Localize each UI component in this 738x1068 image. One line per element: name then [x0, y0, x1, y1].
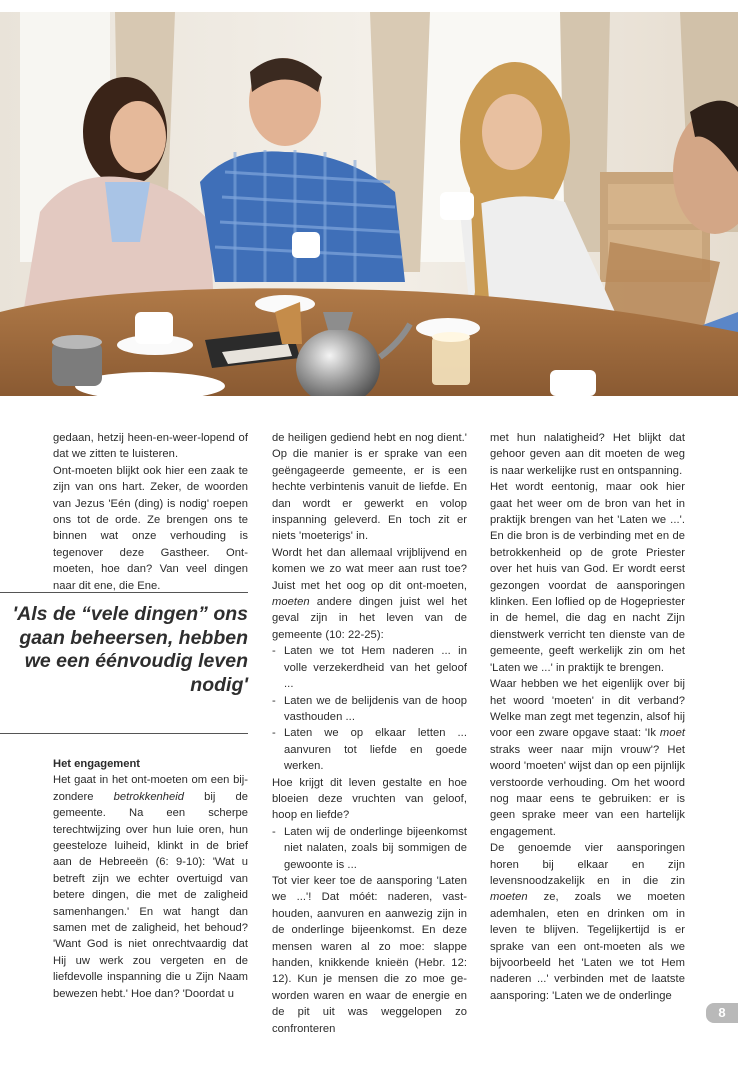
pull-quote-text: 'Als de “vele dingen” ons gaan beheersen, hebben we een éénvoudig leven nodig' — [12, 603, 248, 696]
column-1-lower — [53, 756, 248, 1002]
paragraph: Het gaat in het ont-moeten om een bij-zondere betrokkenheid bij de gemeente. Na een scherpe terechtwijzing over hun luie oren, hun geesteloze luiheid, klinkt in de brief aan de Hebreeën (6: 9-10): 'Wat u betreft zijn we echter overtuigd van betere dingen, die met de zaligheid samenhangen.' En wat hangt dan samen met de zaligheid, het behoud? 'Want God is niet onrechtvaardig dat Hij uw werk zou vergeten en de liefdevolle inspanning die u Zijn Naam bewezen hebt.' Hoe dan? 'Doordat u — [53, 774, 248, 1000]
list-item: - Laten wij de onderlinge bijeenkomst niet nalaten, zoals bij sommigen de gewoonte is ... — [272, 824, 467, 873]
page-number-badge: 8 — [706, 1003, 738, 1023]
column-1 — [53, 430, 248, 594]
paragraph: De genoemde vier aansporingen horen bij elkaar en zijn levensnoodzakelijk en in die zin moeten ze, zoals we moeten ademhalen, eten en drinken om in leven te blijven. Tegelijkertijd is er sprake van een ont-moeten als we bijvoorbeeld het 'Laten we tot Hem naderen ...' verbinden met de laatste aansporing: 'Laten we de onderlinge — [490, 842, 685, 1002]
paragraph: Wordt het dan allemaal vrijblijvend en komen we zo wat meer aan rust toe? Juist met het oog op dit ont-moeten, moeten andere dingen juist wel het geval zijn in het leven van de gemeente (10: 22-25): — [272, 546, 467, 641]
exhortation-list — [272, 824, 467, 873]
paragraph: gedaan, hetzij heen-en-weer-lopend of dat we zitten te luisteren. — [53, 432, 248, 461]
paragraph: Hoe krijgt dit leven gestalte en hoe bloeien deze vruchten van geloof, hoop en liefde? — [272, 776, 467, 822]
header-photo — [0, 12, 738, 396]
paragraph: de heiligen gediend hebt en nog dient.' Op die manier is er sprake van een geëngageerde gemeente, er is een hechte verbintenis vanuit de liefde. En dan wordt er gewerkt en volop inspanning geleverd. En toch zit er niets 'moeterigs' in. — [272, 432, 467, 543]
paragraph: met hun nalatigheid? Het blijkt dat gehoor geven aan dit moeten de weg is naar werkelijke rust en ontspanning. — [490, 432, 685, 477]
pull-quote — [0, 592, 248, 734]
list-item: - Laten we de belijdenis van de hoop vasthouden ... — [272, 693, 467, 726]
paragraph: Het wordt eentonig, maar ook hier gaat het weer om de bron van het in praktijk brengen van het 'Laten we ...'. En die bron is de verbinding met en de betrokkenheid op de grote Priester over het huis van God. Er wordt eerst gezongen voordat de aansporingen klinken. Een loflied op de Hogepriester in de hemel, die dag en nacht Zijn dienstwerk verricht ten dienste van de gemeente, geeft werkelijk zin om het 'Laten we ...' in praktijk te brengen. — [490, 481, 685, 674]
list-item: - Laten we tot Hem naderen ... in volle verzekerdheid van het geloof ... — [272, 643, 467, 692]
paragraph: Waar hebben we het eigenlijk over bij het woord 'moeten' in dit verband? Welke man zegt met tegenzin, alsof hij voor een zware opgave staat: 'Ik moet straks weer naar mijn vrouw'? Het woord 'moeten' wijst dan op een pijnlijk verstoorde verhouding. Om het woord nog maar eens te gebruiken: er is geen sprake meer van een hartelijk engagement. — [490, 678, 685, 838]
exhortation-list — [272, 643, 467, 774]
section-heading: Het engagement — [53, 758, 141, 770]
people-at-table-illustration — [0, 12, 738, 396]
column-2 — [272, 430, 467, 1037]
paragraph: Ont-moeten blijkt ook hier een zaak te zijn van ons hart. Zeker, de woorden van Jezus 'Eén (ding) is nodig' roepen ons tot de orde. Ze brengen ons te binnen wat onze verhouding is tegenover deze Gastheer. Ont-moeten, hoe dan? Van veel dingen naar dit ene, die Ene. — [53, 464, 248, 592]
paragraph: Tot vier keer toe de aansporing 'Laten we ...'! Dat móét: naderen, vast-houden, aanvuren en aanwezig zijn in de onderlinge bijeenkomst. En deze mensen waren al zo moe: slappe handen, knikkende knieën (Hebr. 12: 12). Kun je mensen die zo moe ge-worden waren en waar de energie en de pit uit was weggelopen zo confronteren — [272, 874, 467, 1035]
column-3 — [490, 430, 685, 1004]
list-item: - Laten we op elkaar letten ... aanvuren tot liefde en goede werken. — [272, 725, 467, 774]
